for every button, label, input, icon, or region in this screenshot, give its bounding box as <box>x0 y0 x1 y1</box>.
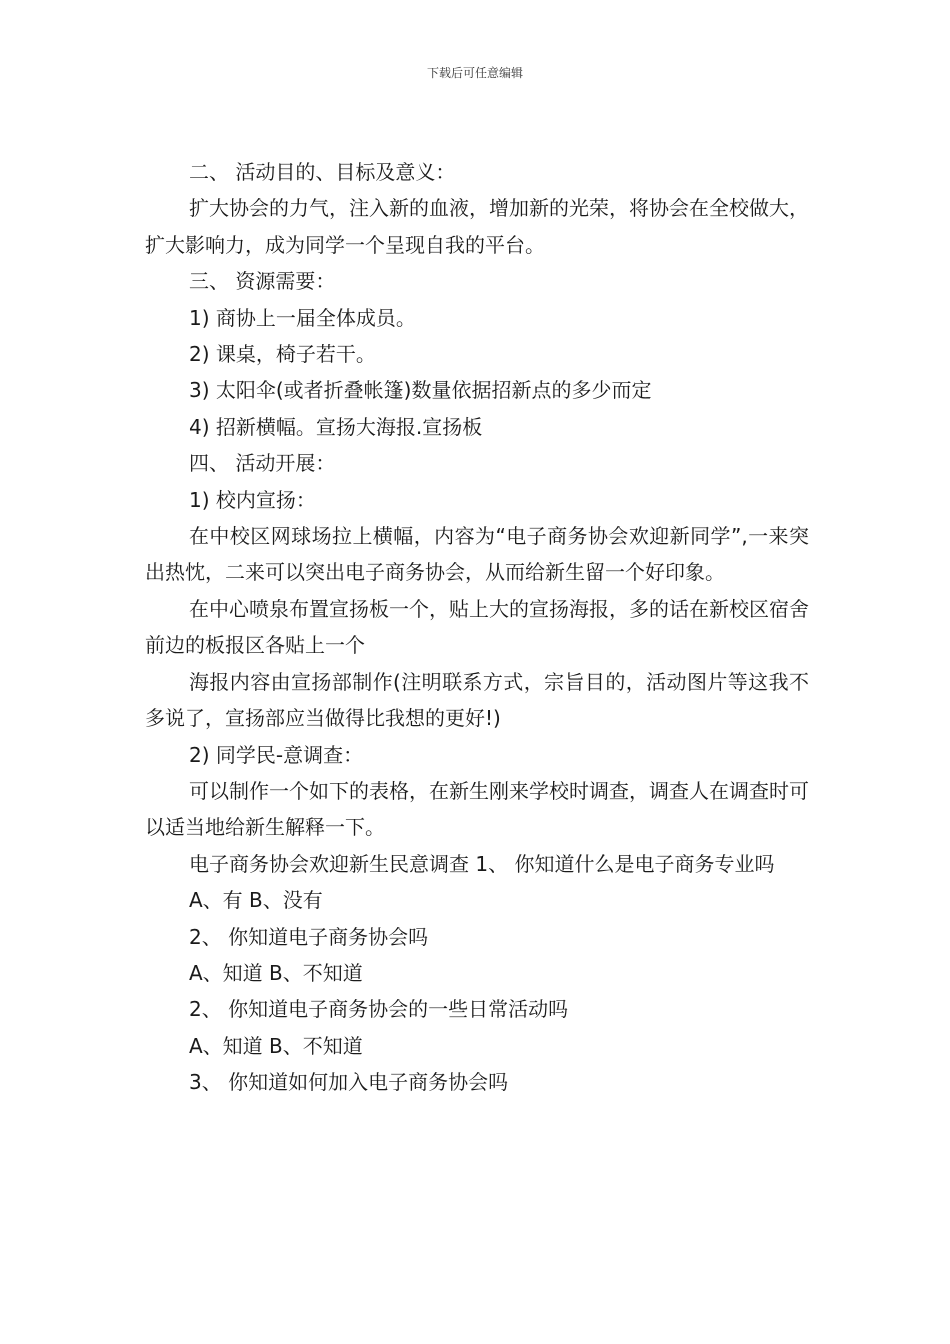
list-item: 1) 商协上一届全体成员。 <box>189 305 416 330</box>
survey-question: 3、 你知道如何加入电子商务协会吗 <box>189 1070 509 1095</box>
list-item: 2) 课桌，椅子若干。 <box>189 342 376 367</box>
body-paragraph: 扩大协会的力气，注入新的血液，增加新的光荣，将协会在全校做大，扩大影响力，成为同学一个呈现自我的平台。 <box>145 196 809 257</box>
list-item: 3) 太阳伞(或者折叠帐篷)数量依据招新点的多少而定 <box>189 378 652 403</box>
body-paragraph: 在中心喷泉布置宣扬板一个，贴上大的宣扬海报，多的话在新校区宿舍前边的板报区各贴上一个 <box>145 596 809 658</box>
survey-options: A、知道 B、不知道 <box>189 1033 363 1058</box>
subsection-heading: 2) 同学民-意调查： <box>189 742 364 767</box>
body-paragraph: 海报内容由宣扬部制作(注明联系方式，宗旨目的，活动图片等这我不多说了，宣扬部应当做得比我想的更好!) <box>145 669 809 731</box>
page-header-note: 下载后可任意编辑 <box>426 66 523 80</box>
section-heading-activities: 四、 活动开展： <box>189 451 336 476</box>
survey-question: 2、 你知道电子商务协会吗 <box>189 924 429 949</box>
section-heading-resources: 三、 资源需要： <box>189 269 336 294</box>
subsection-heading: 1) 校内宣扬： <box>189 487 316 512</box>
document-body <box>145 154 809 1101</box>
survey-options: A、知道 B、不知道 <box>189 960 363 985</box>
survey-options: A、有 B、没有 <box>189 888 323 913</box>
list-item: 4) 招新横幅。宣扬大海报.宣扬板 <box>189 414 483 439</box>
survey-question: 2、 你知道电子商务协会的一些日常活动吗 <box>189 997 569 1022</box>
body-paragraph: 在中校区网球场拉上横幅，内容为“电子商务协会欢迎新同学”,一来突出热忱，二来可以突出电子商务协会，从而给新生留一个好印象。 <box>145 524 809 585</box>
body-paragraph: 可以制作一个如下的表格，在新生刚来学校时调查，调查人在调查时可以适当地给新生解释一下。 <box>145 778 809 840</box>
survey-question: 电子商务协会欢迎新生民意调查 1、 你知道什么是电子商务专业吗 <box>189 851 775 876</box>
section-heading-objectives: 二、 活动目的、目标及意义： <box>189 160 456 184</box>
